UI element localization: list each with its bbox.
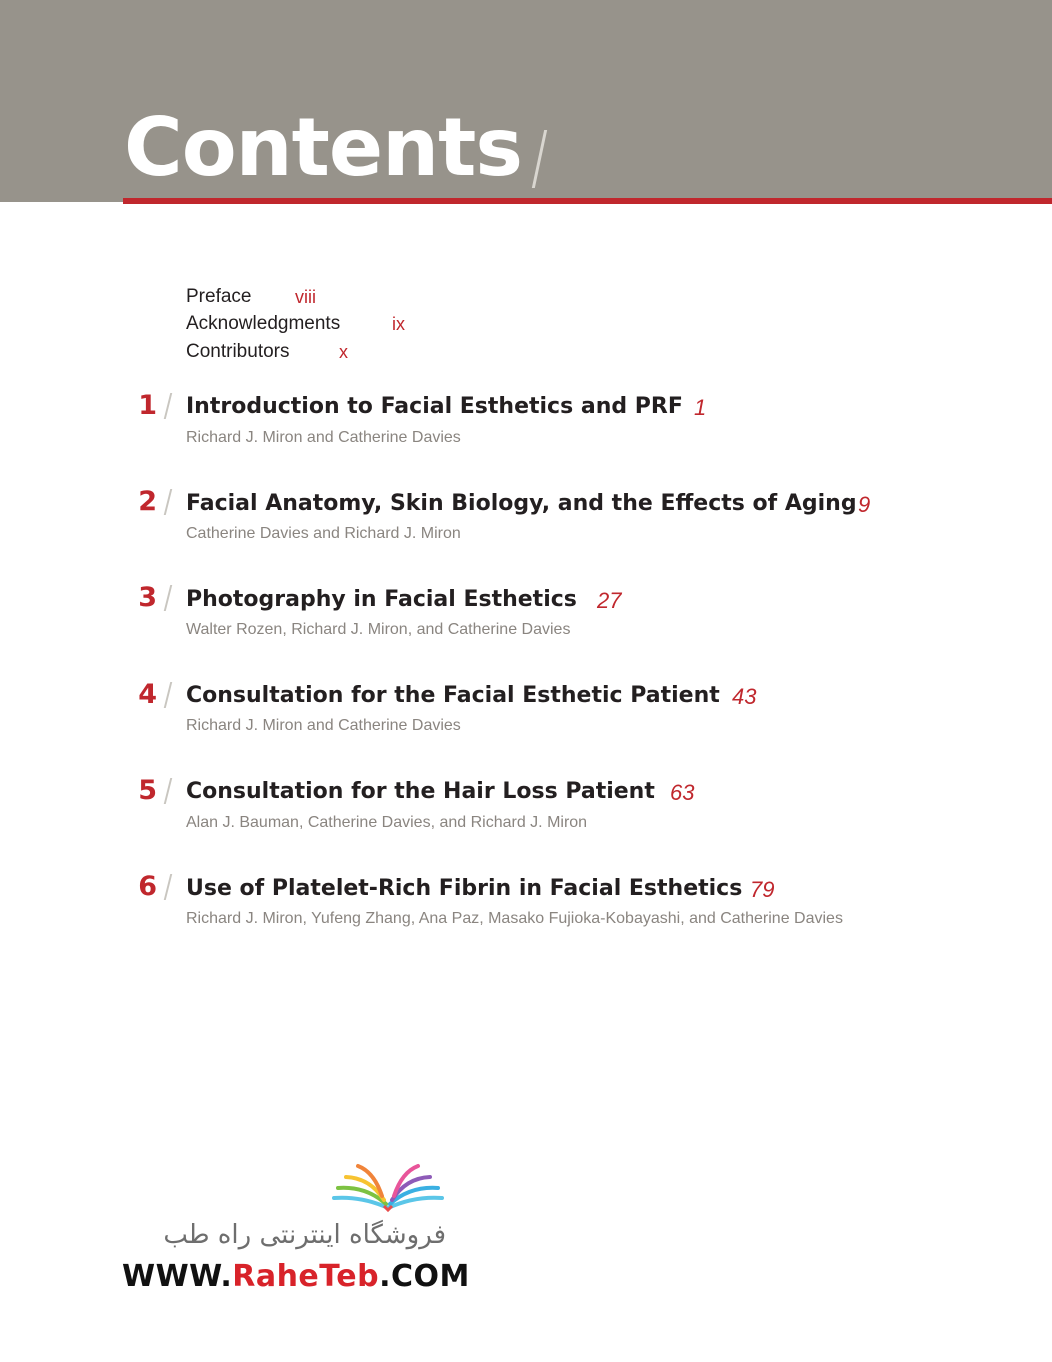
chapter-title: Consultation for the Facial Esthetic Patient [186,683,720,708]
chapter-page: 63 [670,780,695,805]
chapter-number: 2 [138,486,157,517]
front-matter-page: ix [392,314,405,334]
chapter-slash [164,585,172,611]
chapter-authors: Richard J. Miron and Catherine Davies [186,429,461,446]
front-matter-label: Acknowledgments [186,313,341,334]
chapter-page: 43 [732,684,757,709]
chapter-title: Consultation for the Hair Loss Patient [186,779,655,804]
chapter-title: Introduction to Facial Esthetics and PRF [186,394,683,419]
chapter-page: 1 [694,395,707,420]
chapter-authors: Richard J. Miron and Catherine Davies [186,717,461,734]
open-book-logo-icon [332,1160,444,1212]
chapter-title: Photography in Facial Esthetics [186,587,577,612]
url-prefix: WWW. [122,1259,233,1294]
chapter-slash [164,778,172,804]
watermark-url[interactable] [122,1259,470,1294]
chapter-number: 5 [138,775,157,806]
watermark-persian-text: فروشگاه اینترنتی راه طب [163,1220,446,1250]
front-matter-label: Contributors [186,341,290,362]
chapter-title: Facial Anatomy, Skin Biology, and the Effects of Aging [186,491,857,516]
chapter-number: 4 [138,679,157,710]
chapter-page: 27 [597,588,622,613]
chapter-slash [164,874,172,900]
chapter-page: 79 [750,877,775,902]
chapter-slash [164,393,172,419]
chapter-number: 6 [138,871,157,902]
chapter-authors: Catherine Davies and Richard J. Miron [186,525,461,542]
page-title: Contents [124,101,522,194]
url-brand: RaheTeb [232,1259,380,1294]
chapter-page: 9 [858,492,871,517]
chapter-authors: Walter Rozen, Richard J. Miron, and Catherine Davies [186,621,571,638]
header-rule [123,198,1052,204]
chapter-authors: Alan J. Bauman, Catherine Davies, and Richard J. Miron [186,814,588,831]
chapter-authors: Richard J. Miron, Yufeng Zhang, Ana Paz, Masako Fujioka-Kobayashi, and Catherine Davies [186,910,843,927]
front-matter-page: viii [295,287,316,307]
front-matter-page: x [339,342,348,362]
front-matter-label: Preface [186,286,252,307]
chapter-number: 1 [138,390,157,421]
chapter-title: Use of Platelet-Rich Fibrin in Facial Esthetics [186,876,743,901]
url-suffix: .COM [379,1259,470,1294]
chapter-number: 3 [138,582,157,613]
chapter-slash [164,682,172,708]
chapter-slash [164,489,172,515]
